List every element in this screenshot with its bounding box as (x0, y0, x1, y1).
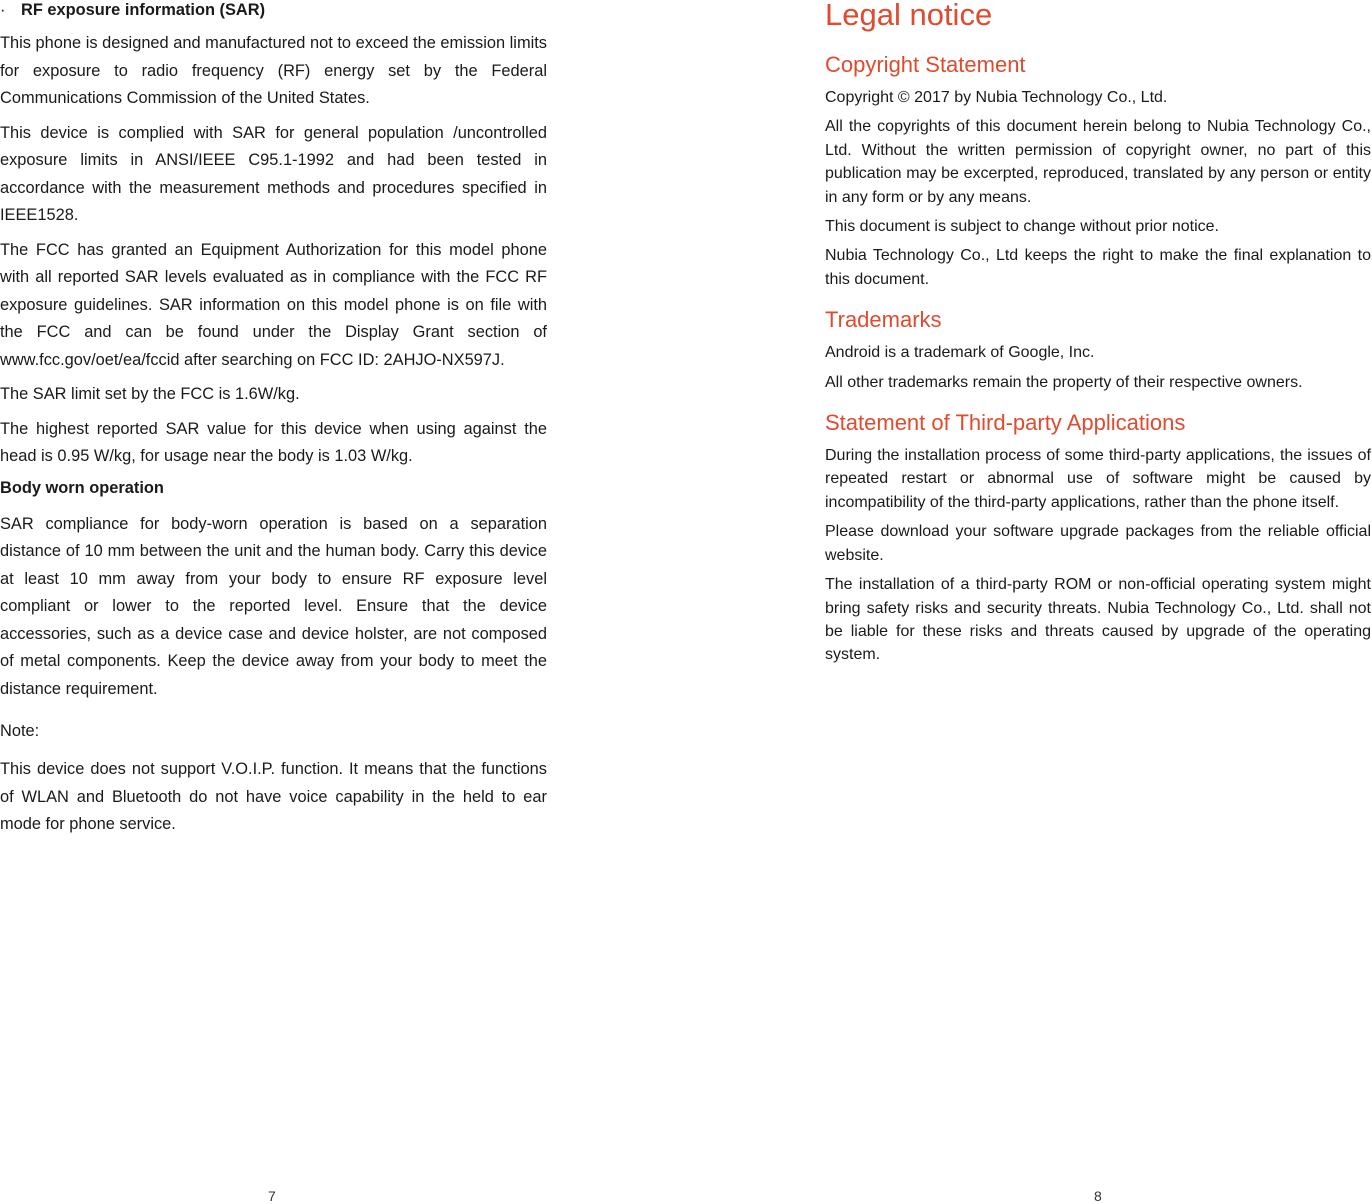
third-party-paragraph-3: The installation of a third-party ROM or non-official operating system might bring safety risks and security threats. Nubia Technology Co., Ltd. shall not be liable for these risks and threats caused by upgrade of the operating system. (825, 576, 1371, 664)
sar-paragraph-1: This phone is designed and manufactured not to exceed the emission limits for exposure to radio frequency (RF) energy set by the Federal Communications Commission of the United States. (0, 34, 547, 107)
left-page (0, 0, 547, 846)
third-party-paragraph-2: Please download your software upgrade packages from the reliable official website. (825, 523, 1371, 564)
android-trademark-paragraph: Android is a trademark of Google, Inc. (825, 344, 1095, 362)
note-paragraph: This device does not support V.O.I.P. function. It means that the functions of WLAN and Bluetooth do not have voice capability in the held to ear mode for phone service. (0, 760, 547, 833)
change-notice-paragraph: This document is subject to change without prior notice. (825, 218, 1219, 236)
third-party-heading: Statement of Third-party Applications (825, 410, 1186, 436)
copyright-line: Copyright © 2017 by Nubia Technology Co., Ltd. (825, 89, 1168, 106)
page-number-right: 8 (1094, 1188, 1102, 1204)
rf-exposure-title-text: RF exposure information (SAR) (21, 1, 266, 19)
page-number-left: 7 (268, 1188, 276, 1204)
right-page (825, 0, 1371, 673)
copyright-ownership-paragraph: All the copyrights of this document herein belong to Nubia Technology Co., Ltd. Without the written permission of copyright owner, no part of this publication may be excerpted, reproduced, translated by any person or entity in any form or by any means. (825, 118, 1371, 206)
note-label: Note: (0, 722, 40, 740)
legal-notice-title: Legal notice (825, 0, 993, 32)
bullet-marker: · (0, 1, 6, 19)
sar-paragraph-3: The FCC has granted an Equipment Authorization for this model phone with all reported SAR levels evaluated as in compliance with the FCC RF exposure guidelines. SAR information on this model phone is on file with the FCC and can be found under the Display Grant section of www.fcc.gov/oet/ea/fccid after searching on FCC ID: 2AHJO-NX597J. (0, 240, 547, 369)
body-worn-paragraph: SAR compliance for body-worn operation is based on a separation distance of 10 mm between the unit and the human body. Carry this device at least 10 mm away from your body to ensure RF exposure level compliant or lower to the reported level. Ensure that the device accessories, such as a device case and device holster, are not composed of metal components. Keep the device away from your body to meet the distance requirement. (0, 514, 547, 698)
trademarks-heading: Trademarks (825, 307, 942, 333)
copyright-heading: Copyright Statement (825, 52, 1026, 77)
sar-limit-paragraph: The SAR limit set by the FCC is 1.6W/kg. (0, 385, 300, 403)
sar-paragraph-2: This device is complied with SAR for general population /uncontrolled exposure limits in ANSI/IEEE C95.1-1992 and had been tested in accordance with the measurement methods and procedures specified in IEEE1528. (0, 123, 547, 224)
final-explanation-paragraph: Nubia Technology Co., Ltd keeps the right to make the final explanation to this document. (825, 247, 1371, 288)
third-party-paragraph-1: During the installation process of some third-party applications, the issues of repeated restart or abnormal use of software might be caused by incompatibility of the third-party applications, rather than the phone itself. (825, 447, 1371, 511)
rf-exposure-title (0, 0, 547, 20)
body-worn-heading: Body worn operation (0, 478, 164, 497)
sar-highest-value-paragraph: The highest reported SAR value for this device when using against the head is 0.95 W/kg, for usage near the body is 1.03 W/kg. (0, 419, 547, 465)
other-trademarks-paragraph: All other trademarks remain the property of their respective owners. (825, 373, 1303, 391)
